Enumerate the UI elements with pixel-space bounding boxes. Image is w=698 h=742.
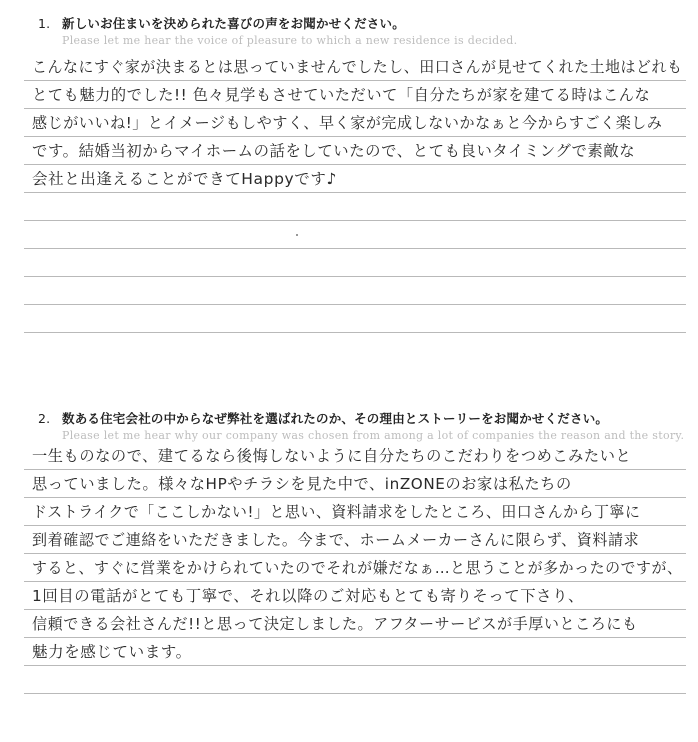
answer-line <box>24 136 686 165</box>
answer-line <box>24 164 686 193</box>
answer-line <box>24 525 686 554</box>
handwritten-text: すると、すぐに営業をかけられていたのでそれが嫌だなぁ…と思うことが多かったのですが、 <box>32 559 683 577</box>
answer-line <box>24 581 686 610</box>
answer-line <box>24 609 686 638</box>
answer-line <box>24 637 686 666</box>
answer-line <box>24 665 686 694</box>
question-1-subtitle: Please let me hear the voice of pleasure to which a new residence is decided. <box>62 34 518 47</box>
handwritten-text: 一生ものなので、建てるなら後悔しないように自分たちのこだわりをつめこみたいと <box>32 447 632 465</box>
answer-line <box>24 80 686 109</box>
handwritten-text: とても魅力的でした!! 色々見学もさせていただいて「自分たちが家を建てる時はこんな <box>32 86 651 104</box>
question-2-number: 2. <box>38 411 51 426</box>
answer-line <box>24 276 686 305</box>
handwritten-text: です。結婚当初からマイホームの話をしていたので、とても良いタイミングで素敵な <box>32 142 636 160</box>
handwritten-text: こんなにすぐ家が決まるとは思っていませんでしたし、田口さんが見せてくれた土地はどれも <box>32 58 683 76</box>
ink-dot <box>296 234 298 236</box>
question-2-subtitle: Please let me hear why our company was chosen from among a lot of companies the reason and the story. <box>62 429 685 442</box>
handwritten-text: ドストライクで「ここしかない!」と思い、資料請求をしたところ、田口さんから丁寧に <box>32 503 641 521</box>
question-1-number: 1. <box>38 16 51 31</box>
question-2-title <box>38 409 608 427</box>
handwritten-text: 思っていました。様々なHPやチラシを見た中で、inZONEのお家は私たちの <box>32 475 572 493</box>
answer-line <box>24 441 686 470</box>
question-2-section <box>0 395 698 742</box>
answer-line <box>24 304 686 333</box>
handwritten-text: 会社と出逢えることができてHappyです♪ <box>32 170 337 188</box>
answer-line <box>24 497 686 526</box>
answer-line <box>24 220 686 249</box>
answer-line <box>24 52 686 81</box>
answer-line <box>24 192 686 221</box>
answer-line <box>24 248 686 277</box>
answer-line <box>24 553 686 582</box>
question-1-title-text: 新しいお住まいを決められた喜びの声をお聞かせください。 <box>62 16 405 31</box>
question-2-title-text: 数ある住宅会社の中からなぜ弊社を選ばれたのか、その理由とストーリーをお聞かせください。 <box>62 411 609 426</box>
question-1-title <box>38 14 405 32</box>
handwritten-text: 1回目の電話がとても丁寧で、それ以降のご対応もとても寄りそって下さり、 <box>32 587 584 605</box>
handwritten-text: 魅力を感じています。 <box>32 643 192 661</box>
handwritten-text: 信頼できる会社さんだ!!と思って決定しました。アフターサービスが手厚いところにも <box>32 615 638 633</box>
handwritten-text: 到着確認でご連絡をいただきました。今まで、ホームメーカーさんに限らず、資料請求 <box>32 531 640 549</box>
answer-line <box>24 469 686 498</box>
handwritten-text: 感じがいいね!」とイメージもしやすく、早く家が完成しないかなぁと今からすごく楽しみ <box>32 114 663 132</box>
answer-line <box>24 108 686 137</box>
